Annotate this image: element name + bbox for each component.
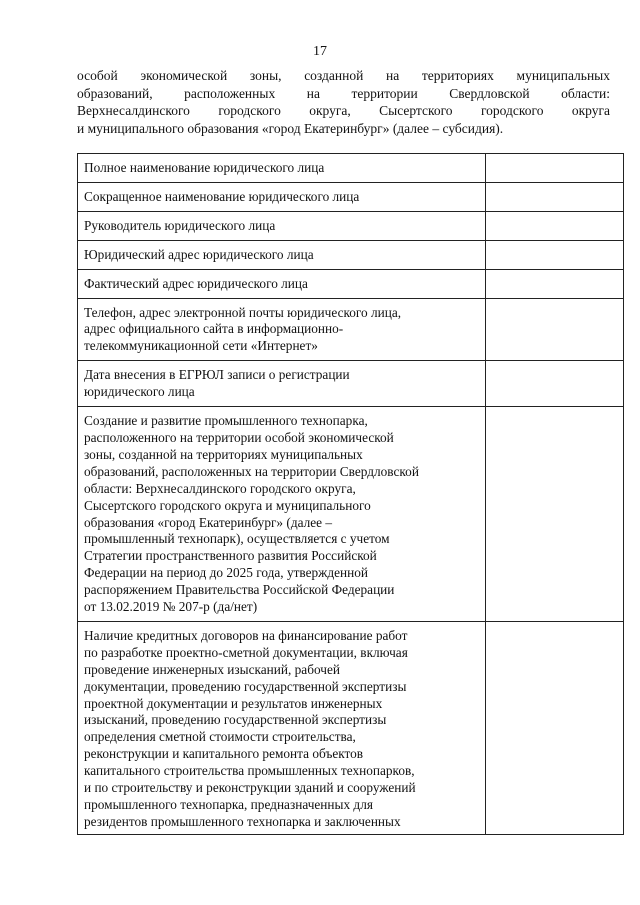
page-number: 17 bbox=[313, 44, 327, 59]
table-row bbox=[78, 298, 624, 361]
label-line: области: Верхнесалдинского городского округа, bbox=[84, 480, 356, 496]
table-row bbox=[78, 182, 624, 211]
label-line: юридического лица bbox=[84, 384, 195, 400]
row-value-field[interactable] bbox=[486, 361, 624, 407]
label-line: Дата внесения в ЕГРЮЛ записи о регистрации bbox=[84, 367, 350, 383]
label-line: Телефон, адрес электронной почты юридического лица, bbox=[84, 304, 402, 320]
label-line: изысканий, проведению государственной экспертизы bbox=[84, 712, 387, 728]
label-line: расположенного на территории особой экономической bbox=[84, 429, 394, 445]
label-line: резидентов промышленного технопарка и заключенных bbox=[84, 813, 401, 829]
label-line: и по строительству и реконструкции зданий и сооружений bbox=[84, 780, 416, 796]
intro-line: особой экономической зоны, созданной на территориях муниципальных bbox=[77, 68, 610, 83]
row-label bbox=[78, 361, 486, 407]
label-line: Федерации на период до 2025 года, утвержденной bbox=[84, 565, 369, 581]
row-label bbox=[78, 240, 486, 269]
table-row bbox=[78, 621, 624, 834]
intro-line: Верхнесалдинского городского округа, Сысертского городского округа bbox=[77, 103, 610, 118]
intro-line: и муниципального образования «город Екатеринбург» (далее – субсидия). bbox=[77, 120, 504, 136]
label-line: документации, проведению государственной экспертизы bbox=[84, 678, 407, 694]
label-line: капитального строительства промышленных технопарков, bbox=[84, 763, 415, 779]
row-value-field[interactable] bbox=[486, 211, 624, 240]
label-line: телекоммуникационной сети «Интернет» bbox=[84, 338, 318, 354]
label-line: Создание и развитие промышленного технопарка, bbox=[84, 413, 368, 429]
label-line: проведение инженерных изысканий, рабочей bbox=[84, 661, 340, 677]
table-row bbox=[78, 240, 624, 269]
label-line: промышленного технопарка, предназначенных для bbox=[84, 797, 373, 812]
label-line: Руководитель юридического лица bbox=[84, 217, 276, 233]
applicant-info-table bbox=[77, 153, 624, 835]
row-label bbox=[78, 182, 486, 211]
row-value-field[interactable] bbox=[486, 182, 624, 211]
label-line: Наличие кредитных договоров на финансирование работ bbox=[84, 627, 408, 643]
label-line: распоряжением Правительства Российской Федерации bbox=[84, 582, 395, 598]
table-row bbox=[78, 269, 624, 298]
label-line: Полное наименование юридического лица bbox=[84, 160, 325, 175]
row-value-field[interactable] bbox=[486, 407, 624, 622]
label-line: образований, расположенных на территории Свердловской bbox=[84, 463, 419, 479]
label-line: проектной документации и результатов инженерных bbox=[84, 695, 383, 711]
row-value-field[interactable] bbox=[486, 240, 624, 269]
row-value-field[interactable] bbox=[486, 269, 624, 298]
intro-line: образований, расположенных на территории Свердловской области: bbox=[77, 85, 610, 101]
label-line: Фактический адрес юридического лица bbox=[84, 275, 308, 291]
table-row bbox=[78, 154, 624, 183]
row-label bbox=[78, 298, 486, 361]
table-row bbox=[78, 407, 624, 622]
row-value-field[interactable] bbox=[486, 621, 624, 834]
label-line: по разработке проектно-сметной документации, включая bbox=[84, 644, 408, 660]
row-value-field[interactable] bbox=[486, 154, 624, 183]
row-label bbox=[78, 407, 486, 622]
label-line: адрес официального сайта в информационно- bbox=[84, 321, 344, 337]
label-line: промышленный технопарк), осуществляется с учетом bbox=[84, 531, 390, 547]
row-value-field[interactable] bbox=[486, 298, 624, 361]
label-line: образования «город Екатеринбург» (далее – bbox=[84, 514, 333, 530]
label-line: Сокращенное наименование юридического лица bbox=[84, 188, 360, 204]
row-label bbox=[78, 154, 486, 183]
row-label bbox=[78, 269, 486, 298]
intro-paragraph bbox=[77, 67, 610, 137]
table-row bbox=[78, 211, 624, 240]
label-line: Юридический адрес юридического лица bbox=[84, 246, 314, 262]
row-label bbox=[78, 621, 486, 834]
label-line: от 13.02.2019 № 207-р (да/нет) bbox=[84, 599, 258, 615]
label-line: реконструкции и капитального ремонта объектов bbox=[84, 746, 364, 762]
label-line: Стратегии пространственного развития Российской bbox=[84, 548, 377, 564]
table-row bbox=[78, 361, 624, 407]
label-line: зоны, созданной на территориях муниципальных bbox=[84, 446, 363, 462]
row-label bbox=[78, 211, 486, 240]
label-line: Сысертского городского округа и муниципального bbox=[84, 497, 371, 513]
label-line: определения сметной стоимости строительства, bbox=[84, 729, 356, 745]
